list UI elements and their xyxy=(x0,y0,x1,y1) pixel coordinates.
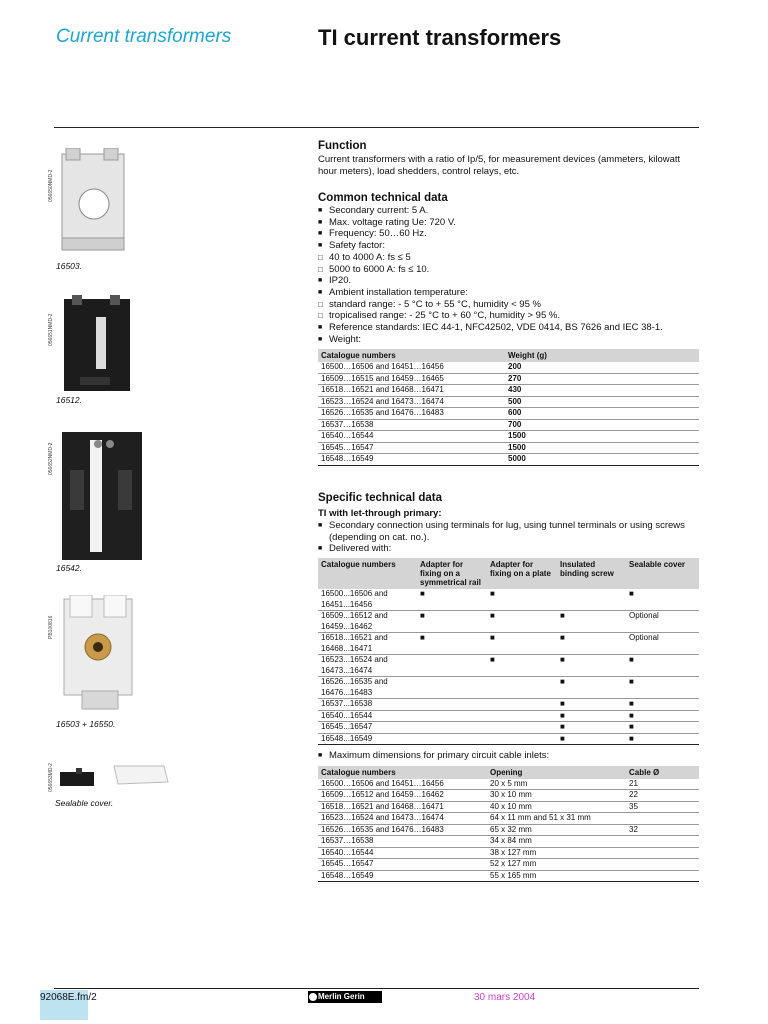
table-cell: 16500…16506 and 16451…16456 xyxy=(318,362,505,373)
table-row xyxy=(318,722,699,734)
table-cell: 38 x 127 mm xyxy=(487,847,626,859)
figure-sealable-cover xyxy=(40,758,180,808)
table-row xyxy=(318,733,699,745)
table-cell: ■ xyxy=(626,733,699,745)
table-cell: 16523…16524 and 16473…16474 xyxy=(318,396,505,408)
table-cell: Optional xyxy=(626,611,699,633)
list-item: □ standard range: - 5 °C to + 55 °C, humidity < 95 % xyxy=(318,299,699,311)
figure-code: 056653MD-2 xyxy=(48,763,54,792)
specific-heading: Specific technical data xyxy=(318,491,442,504)
table-cell: 16548…16549 xyxy=(318,870,487,882)
table-row xyxy=(318,677,699,699)
table-cell: ■ xyxy=(626,677,699,699)
table-cell: 500 xyxy=(505,396,699,408)
common-list xyxy=(318,205,699,345)
common-heading: Common technical data xyxy=(318,192,448,204)
list-item: ■ Weight: xyxy=(318,334,699,346)
specific-subtitle: TI with let-through primary: xyxy=(318,507,442,519)
table-cell: ■ xyxy=(557,733,626,745)
transformer-image xyxy=(58,148,138,263)
table-cell: ■ xyxy=(417,633,487,655)
table-cell: 16545…16547 xyxy=(318,859,487,871)
function-text: Current transformers with a ratio of Ip/5, for measurement devices (ammeters, kilowatt hour meters), load shedders, control relays, etc. xyxy=(318,154,681,177)
table-row xyxy=(318,419,699,431)
page-title: TI current transformers xyxy=(318,25,562,50)
table-cell: ■ xyxy=(557,722,626,734)
table-cell: 16537...16538 xyxy=(318,699,417,711)
table-cell: 430 xyxy=(505,385,699,397)
table-row xyxy=(318,779,699,790)
table-cell: ■ xyxy=(487,611,557,633)
table-cell xyxy=(417,677,487,699)
column-header: Opening xyxy=(487,766,626,779)
table-row xyxy=(318,859,699,871)
table-row xyxy=(318,699,699,711)
max-dims-list xyxy=(318,750,699,762)
table-cell: 35 xyxy=(626,801,699,813)
table-cell: ■ xyxy=(487,655,557,677)
column-header: Sealable cover xyxy=(626,558,699,589)
table-row xyxy=(318,633,699,655)
table-cell: 16509...16512 and 16459...16462 xyxy=(318,611,417,633)
table-cell xyxy=(417,655,487,677)
table-cell: ■ xyxy=(557,655,626,677)
list-item: ■ Delivered with: xyxy=(318,543,699,555)
table-cell: 16545...16547 xyxy=(318,722,417,734)
table-row xyxy=(318,801,699,813)
table-cell: 16526…16535 and 16476…16483 xyxy=(318,824,487,836)
transformer-image xyxy=(58,295,138,395)
list-item: ■ Frequency: 50…60 Hz. xyxy=(318,228,699,240)
table-cell xyxy=(557,589,626,611)
function-heading: Function xyxy=(318,140,367,152)
table-cell: 16545…16547 xyxy=(318,442,505,454)
table-cell xyxy=(626,870,699,882)
table-cell: 200 xyxy=(505,362,699,373)
table-cell: ■ xyxy=(557,611,626,633)
table-cell: 55 x 165 mm xyxy=(487,870,626,882)
table-cell: 52 x 127 mm xyxy=(487,859,626,871)
footer-code: 92068E.fm/2 xyxy=(40,992,97,1003)
list-item: ■ Reference standards: IEC 44-1, NFC42502, VDE 0414, BS 7626 and IEC 38-1. xyxy=(318,322,699,334)
table-cell: 16540...16544 xyxy=(318,710,417,722)
figure-16512 xyxy=(40,290,160,405)
table-cell: 1500 xyxy=(505,431,699,443)
table-row xyxy=(318,870,699,882)
table-cell: ■ xyxy=(417,611,487,633)
table-cell: 16526...16535 and 16476...16483 xyxy=(318,677,417,699)
column-header: Insulated binding screw xyxy=(557,558,626,589)
table-row xyxy=(318,824,699,836)
list-item: ■ Max. voltage rating Ue: 720 V. xyxy=(318,217,699,229)
table-cell: 16548…16549 xyxy=(318,454,505,466)
table-cell: 16518...16521 and 16468...16471 xyxy=(318,633,417,655)
column-header: Adapter for fixing on a plate xyxy=(487,558,557,589)
table-cell: ■ xyxy=(626,655,699,677)
table-cell xyxy=(626,847,699,859)
list-item: □ tropicalised range: - 25 °C to + 60 °C, humidity > 95 %. xyxy=(318,310,699,322)
table-cell: ■ xyxy=(487,589,557,611)
table-row xyxy=(318,710,699,722)
header-divider xyxy=(54,127,699,128)
table-cell: 64 x 11 mm and 51 x 31 mm xyxy=(487,813,626,825)
column-header: Adapter for fixing on a symmetrical rail xyxy=(417,558,487,589)
column-header: Weight (g) xyxy=(505,349,699,362)
table-cell: 16548...16549 xyxy=(318,733,417,745)
table-cell: 16523…16524 and 16473…16474 xyxy=(318,813,487,825)
table-cell: 16518…16521 and 16468…16471 xyxy=(318,801,487,813)
table-cell: 16500...16506 and 16451...16456 xyxy=(318,589,417,611)
figure-16503-16550 xyxy=(40,595,160,735)
footer-divider xyxy=(54,988,699,989)
list-item: ■ Secondary connection using terminals for lug, using tunnel terminals or using screws (depending on cat. no.). xyxy=(318,520,699,543)
figure-code: 056652NMD-2 xyxy=(48,442,54,475)
table-cell: ■ xyxy=(626,699,699,711)
list-item: ■ Ambient installation temperature: xyxy=(318,287,699,299)
list-item: ■ Secondary current: 5 A. xyxy=(318,205,699,217)
transformer-image xyxy=(56,595,146,715)
table-cell: 16509…16515 and 16459…16465 xyxy=(318,373,505,385)
table-row xyxy=(318,385,699,397)
table-row xyxy=(318,790,699,802)
table-row xyxy=(318,442,699,454)
table-cell xyxy=(487,677,557,699)
list-item: □ 5000 to 6000 A: fs ≤ 10. xyxy=(318,264,699,276)
list-item: ■ Safety factor: xyxy=(318,240,699,252)
table-row xyxy=(318,431,699,443)
figure-code: PB100816 xyxy=(48,615,54,639)
table-cell: ■ xyxy=(626,722,699,734)
cover-image xyxy=(56,760,171,796)
table-cell: 270 xyxy=(505,373,699,385)
table-row xyxy=(318,813,699,825)
table-cell: 20 x 5 mm xyxy=(487,779,626,790)
transformer-image xyxy=(58,430,148,565)
table-row xyxy=(318,362,699,373)
figure-caption: 16503 + 16550. xyxy=(56,719,116,729)
table-row xyxy=(318,408,699,420)
table-cell: 65 x 32 mm xyxy=(487,824,626,836)
section-title: Current transformers xyxy=(56,26,232,47)
table-cell: 16523...16524 and 16473...16474 xyxy=(318,655,417,677)
table-cell: 16518…16521 and 16468…16471 xyxy=(318,385,505,397)
table-cell: 1500 xyxy=(505,442,699,454)
table-row xyxy=(318,454,699,466)
table-cell: 700 xyxy=(505,419,699,431)
table-cell xyxy=(417,699,487,711)
table-cell: ■ xyxy=(557,677,626,699)
table-cell xyxy=(626,859,699,871)
list-item: □ 40 to 4000 A: fs ≤ 5 xyxy=(318,252,699,264)
table-cell: ■ xyxy=(557,710,626,722)
delivered-table xyxy=(318,558,699,745)
table-cell xyxy=(626,813,699,825)
table-cell: 22 xyxy=(626,790,699,802)
figure-code: 056650NMD-2 xyxy=(48,169,54,202)
table-cell: 5000 xyxy=(505,454,699,466)
table-cell: 16526…16535 and 16476…16483 xyxy=(318,408,505,420)
dims-table xyxy=(318,766,699,883)
table-row xyxy=(318,373,699,385)
table-cell xyxy=(487,733,557,745)
figure-16503 xyxy=(40,140,160,270)
table-cell: 16540…16544 xyxy=(318,431,505,443)
table-cell: 600 xyxy=(505,408,699,420)
table-cell: 34 x 84 mm xyxy=(487,836,626,848)
table-cell: ■ xyxy=(626,710,699,722)
column-header: Catalogue numbers xyxy=(318,766,487,779)
column-header: Catalogue numbers xyxy=(318,558,417,589)
table-cell xyxy=(417,733,487,745)
figure-16542 xyxy=(40,425,160,575)
table-row xyxy=(318,396,699,408)
table-cell: 16509…16512 and 16459…16462 xyxy=(318,790,487,802)
table-cell: 32 xyxy=(626,824,699,836)
column-header: Cable Ø xyxy=(626,766,699,779)
table-cell xyxy=(487,722,557,734)
brand-logo: Merlin Gerin xyxy=(308,991,382,1003)
table-cell: 21 xyxy=(626,779,699,790)
table-cell xyxy=(417,710,487,722)
table-cell: ■ xyxy=(417,589,487,611)
table-row xyxy=(318,655,699,677)
table-cell: 40 x 10 mm xyxy=(487,801,626,813)
figure-caption: 16503. xyxy=(56,261,82,271)
table-cell: 16540…16544 xyxy=(318,847,487,859)
table-cell: 16500…16506 and 16451…16456 xyxy=(318,779,487,790)
table-row xyxy=(318,611,699,633)
table-cell xyxy=(487,710,557,722)
table-row xyxy=(318,589,699,611)
table-cell: ■ xyxy=(487,633,557,655)
table-cell: Optional xyxy=(626,633,699,655)
table-cell: 16537…16538 xyxy=(318,836,487,848)
list-item: ■ Maximum dimensions for primary circuit cable inlets: xyxy=(318,750,699,762)
logo-mark-icon xyxy=(309,993,317,1001)
table-cell xyxy=(417,722,487,734)
figure-caption: Sealable cover. xyxy=(55,798,114,808)
specific-list xyxy=(318,520,699,555)
table-cell xyxy=(487,699,557,711)
table-row xyxy=(318,836,699,848)
figure-caption: 16542. xyxy=(56,563,82,573)
table-cell: 30 x 10 mm xyxy=(487,790,626,802)
table-cell: 16537…16538 xyxy=(318,419,505,431)
table-cell: ■ xyxy=(626,589,699,611)
column-header: Catalogue numbers xyxy=(318,349,505,362)
table-row xyxy=(318,847,699,859)
table-cell xyxy=(626,836,699,848)
figure-code: 056651NMD-2 xyxy=(48,313,54,346)
figure-caption: 16512. xyxy=(56,395,82,405)
weight-table xyxy=(318,349,699,466)
main-content xyxy=(318,140,699,882)
footer-date: 30 mars 2004 xyxy=(474,992,536,1003)
table-cell: ■ xyxy=(557,633,626,655)
list-item: ■ IP20. xyxy=(318,275,699,287)
table-cell: ■ xyxy=(557,699,626,711)
